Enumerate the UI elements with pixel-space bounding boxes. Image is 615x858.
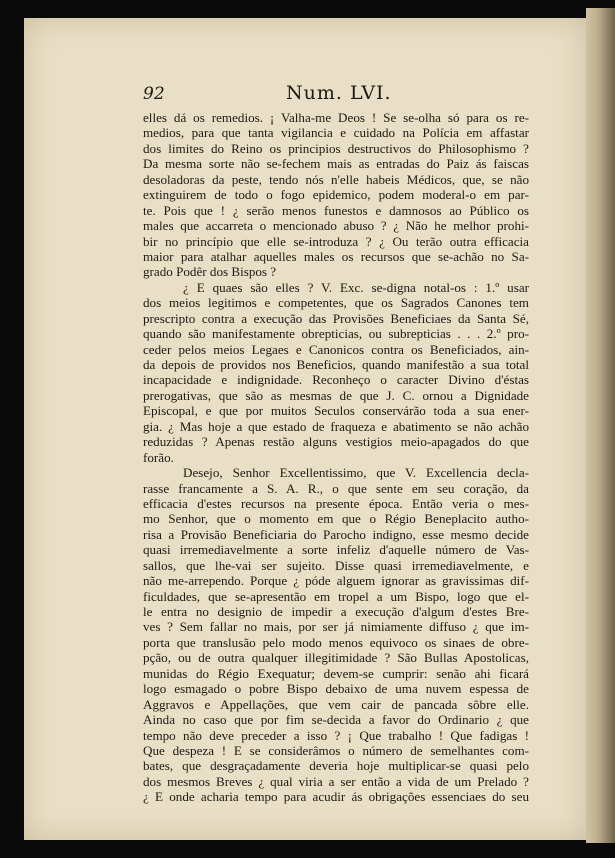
text-line: mo Senhor, que o momento em que o Régio Beneplacito autho- [143, 511, 529, 527]
text-line: quando são manifestamente obrepticias, ou subrepticias . . . 2.º pro- [143, 326, 529, 342]
text-line: efficacia d'estes recursos na presente época. Então veria o mes- [143, 495, 529, 511]
text-line: forão. [143, 449, 174, 465]
text-line: maior para atalhar aquelles males os recursos que se-achão no Sa- [143, 248, 529, 264]
body-text [143, 110, 529, 805]
text-line: dos meios legitimos e competentes, que os Sagrados Canones tem [143, 295, 529, 311]
text-line: pção, ou de outra qualquer illegitimidade ? São Bullas Apostolicas, [143, 650, 529, 666]
text-line: Que despeza ! E se considerâmos o número de semelhantes com- [143, 742, 529, 758]
text-line: ficuldades, que se-apresentão em tropel a um Bispo, logo que el- [143, 588, 529, 604]
text-line: extinguirem de todo o fogo epidemico, podem moderal-o em par- [143, 187, 529, 203]
text-line: le entra no designio de impedir a execução d'algum d'estes Bre- [143, 604, 529, 619]
text-line: reduzidas ? Apenas restão alguns vestigios meio-apagados do que [143, 434, 529, 450]
page-header [120, 82, 540, 108]
text-line: ves ? Sem fallar no mais, por ser já nimiamente diffuso ¿ que im- [143, 619, 529, 635]
text-line: quasi irremediavelmente a sorte infeliz d'aquelle número de Vas- [143, 542, 529, 558]
text-line: sallos, que lhe-vai ser sujeito. Disse quasi irremediavelmente, e [143, 557, 529, 573]
text-line: gia. ¿ Mas hoje a que estado de fraqueza e abatimento se não achão [143, 418, 529, 434]
text-line: te. Pois que ! ¿ serão menos funestos e damnosos ao Público os [143, 202, 529, 218]
text-line: risa a Provisão Beneficiaria do Parocho indigno, esse mesmo decide [143, 526, 529, 542]
text-line: elles dá os remedios. ¡ Valha-me Deos ! Se se-olha só para os re- [143, 110, 529, 125]
text-line: dos limites do Reino os principios destructivos do Philosophismo ? [143, 140, 529, 156]
text-line: Aggravos e Appellações, que vem cair de pancada sôbre elle. [143, 696, 529, 712]
text-line: bates, que desgraçadamente deveria hoje multiplicar-se quasi pelo [143, 758, 529, 774]
text-line: ceder pelos meios Legaes e Canonicos contra os Beneficiados, ain- [143, 341, 529, 357]
text-line: grado Podêr dos Bispos ? [143, 264, 277, 280]
text-line: Da mesma sorte não se-fechem mais as entradas do Paiz ás faiscas [143, 156, 529, 172]
page-edge [586, 8, 615, 843]
text-line: ¿ E quaes são elles ? V. Exc. se-digna notal-os : 1.º usar [183, 279, 529, 295]
text-line: medios, para que tanta vigilancia e cuidado na Polícia em affastar [143, 125, 529, 141]
text-line: porta que translusão pelo modo menos equivoco os sinaes de obre- [143, 634, 529, 650]
text-line: tempo não deve preceder a isso ? ¡ Que trabalho ! Que fadigas ! [143, 727, 529, 743]
text-line: Ainda no caso que por fim se-decida a favor do Ordinario ¿ que [143, 712, 529, 728]
text-line: munidas do Régio Exequatur; devem-se cumprir: senão ahi ficará [143, 665, 529, 681]
text-line: males que accarreta o mencionado abuso ? ¿ Não he melhor prohi- [143, 218, 529, 234]
text-line: da depois de providos nos Beneficios, quando manifestão a sua total [143, 357, 529, 372]
text-line: prerogativas, que são as mesmas de que J. C. ornou a Dignidade [143, 387, 529, 403]
text-line: ¿ E onde acharia tempo para acudir ás obrigações essenciaes do seu [143, 789, 529, 805]
running-head: Num. LVI. [286, 82, 392, 104]
text-line: rasse francamente a S. A. R., o que sente em seu coração, da [143, 480, 529, 496]
text-line: desoladoras da peste, tendo nós n'elle habeis Médicos, que, se não [143, 171, 529, 187]
text-line: Episcopal, e que por muitos Seculos conservárão toda a sua ener- [143, 403, 529, 419]
text-line: não me-arrependo. Porque ¿ póde alguem ignorar as gravissimas dif- [143, 573, 529, 589]
text-line: bir no princípio que elle se-introduza ? ¿ Ou terão outra efficacia [143, 233, 529, 249]
text-line: Desejo, Senhor Excellentissimo, que V. Excellencia decla- [183, 465, 529, 481]
text-line: prescripto contra a execução das Provisões Beneficiaes da Santa Sé, [143, 310, 529, 326]
text-line: logo esmagado o pobre Bispo debaixo de uma nuvem espessa de [143, 681, 529, 697]
text-line: incapacidade e indignidade. Reconheço o caracter Divino d'éstas [143, 372, 529, 388]
page-number: 92 [143, 84, 165, 104]
text-line: dos mesmos Breves ¿ qual viria a ser então a vida de um Prelado ? [143, 773, 529, 789]
